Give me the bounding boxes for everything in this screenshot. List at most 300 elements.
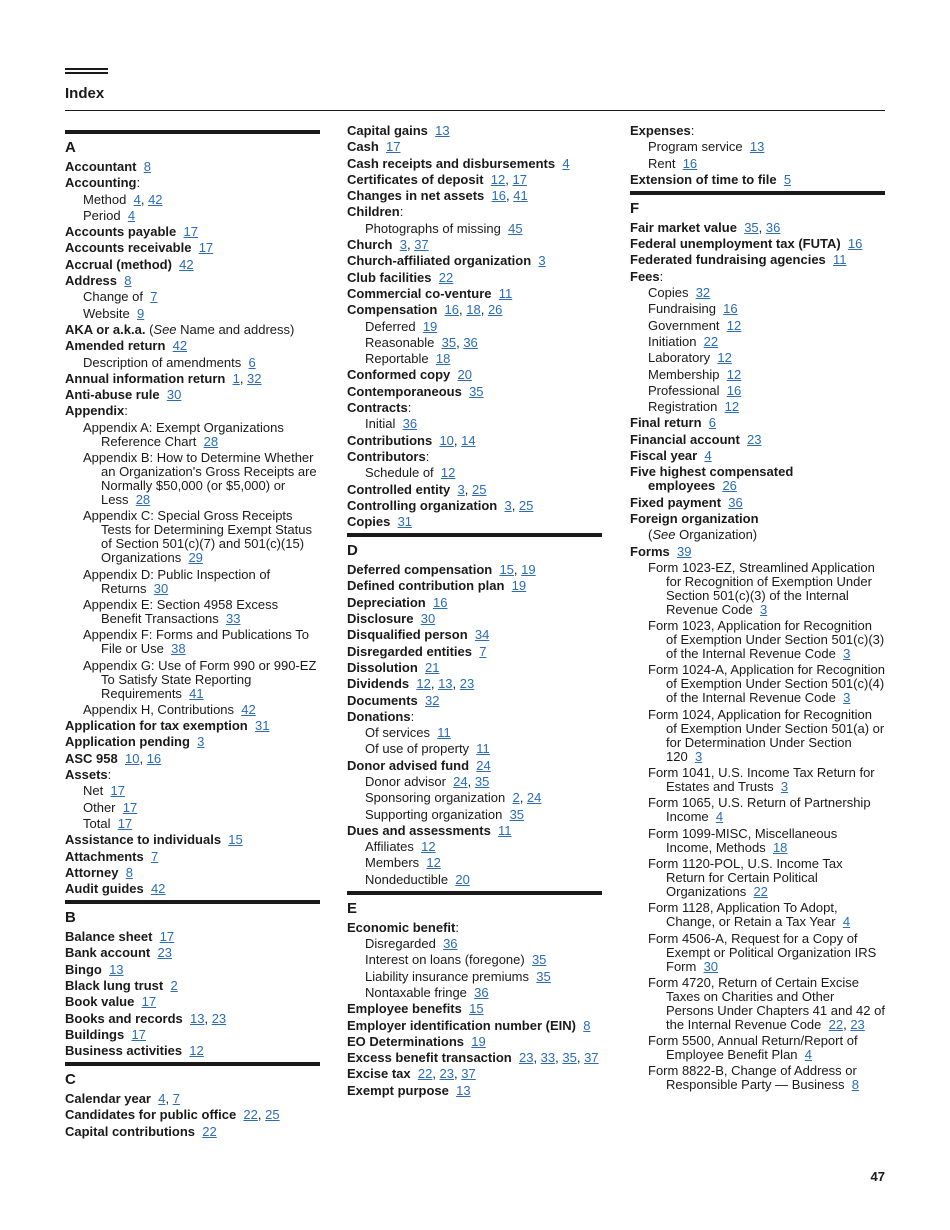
- page-refs: [151, 849, 158, 864]
- page-link[interactable]: 8: [583, 1017, 591, 1033]
- page-link[interactable]: 16: [847, 236, 863, 252]
- term-colon: :: [407, 400, 412, 416]
- page-link[interactable]: 22: [703, 333, 719, 349]
- index-entry: [65, 176, 320, 190]
- index-entry: [347, 483, 602, 497]
- page-link[interactable]: 16: [491, 188, 506, 204]
- page-link[interactable]: 10: [124, 750, 140, 766]
- index-entry: [65, 160, 320, 174]
- page-link[interactable]: 35: [469, 383, 484, 399]
- page-link[interactable]: 36: [402, 416, 418, 432]
- index-entry: [65, 882, 320, 896]
- index-subentry: [347, 953, 602, 967]
- page-refs: [512, 790, 541, 805]
- see-reference: See: [153, 321, 177, 337]
- page-ref-separator: ,: [511, 497, 519, 513]
- page-ref-separator: ,: [140, 191, 149, 207]
- page-link[interactable]: 2: [170, 977, 178, 993]
- page-refs: [386, 139, 400, 154]
- subentry-text: Total: [83, 815, 111, 831]
- page-link[interactable]: 18: [435, 351, 451, 367]
- page-link[interactable]: 30: [153, 580, 169, 596]
- index-term: Contemporaneous: [347, 383, 462, 399]
- page-link[interactable]: 13: [435, 123, 450, 138]
- page-link[interactable]: 2: [512, 790, 520, 806]
- index-term: Excise tax: [347, 1066, 411, 1082]
- index-entry: [347, 124, 602, 138]
- page-link[interactable]: 15: [469, 1001, 484, 1017]
- page-refs: [137, 306, 144, 321]
- page-link[interactable]: 22: [202, 1123, 217, 1139]
- page-link[interactable]: 7: [172, 1091, 180, 1107]
- page-link[interactable]: 22: [438, 269, 454, 285]
- page-link[interactable]: 16: [682, 155, 698, 171]
- page-link[interactable]: 25: [471, 481, 487, 497]
- page-refs: [425, 693, 439, 708]
- subentry-text: Form 1024, Application for Recognition of Exemption Under Section 501(a) or for Determination Under Section 120: [648, 706, 885, 764]
- page-link[interactable]: 30: [166, 387, 182, 403]
- page-ref-separator: ,: [239, 370, 248, 386]
- page-refs: [126, 865, 133, 880]
- index-term: Extension of time to file: [630, 171, 777, 187]
- page-link[interactable]: 12: [426, 855, 441, 871]
- page-refs: [124, 273, 131, 288]
- page-link[interactable]: 23: [211, 1010, 227, 1026]
- index-term: Fiscal year: [630, 448, 698, 464]
- term-colon: :: [107, 767, 112, 783]
- page-refs: [442, 335, 478, 350]
- page-link[interactable]: 8: [143, 159, 151, 174]
- page-link[interactable]: 4: [842, 914, 851, 930]
- page-link[interactable]: 28: [135, 492, 151, 508]
- page-link[interactable]: 3: [399, 237, 407, 253]
- index-subentry: [630, 400, 885, 414]
- page-link[interactable]: 3: [504, 497, 512, 513]
- page-link[interactable]: 35: [474, 773, 490, 789]
- page-link[interactable]: 14: [461, 432, 476, 448]
- page-link[interactable]: 13: [456, 1082, 471, 1098]
- page-refs: [833, 252, 847, 267]
- page-refs: [418, 1066, 476, 1081]
- page-link[interactable]: 30: [420, 611, 436, 627]
- page-link[interactable]: 13: [438, 676, 453, 692]
- page-link[interactable]: 34: [474, 627, 490, 643]
- subentry-text: Professional: [648, 382, 720, 398]
- page-refs: [233, 371, 262, 386]
- page-link[interactable]: 33: [226, 610, 241, 626]
- page-link[interactable]: 20: [455, 871, 470, 887]
- page-link[interactable]: 15: [499, 562, 514, 578]
- page-refs: [848, 236, 862, 251]
- page-link[interactable]: 25: [518, 497, 534, 513]
- page-link[interactable]: 23: [747, 431, 762, 447]
- page-link[interactable]: 11: [498, 285, 513, 301]
- page-ref-separator: ,: [204, 1010, 212, 1026]
- page-link[interactable]: 24: [453, 773, 468, 789]
- index-term: Application pending: [65, 734, 190, 750]
- index-term: Exempt purpose: [347, 1082, 449, 1098]
- page-refs: [479, 644, 486, 659]
- page-link[interactable]: 41: [513, 188, 528, 204]
- page-link[interactable]: 12: [726, 366, 742, 382]
- page-link[interactable]: 7: [479, 643, 487, 659]
- page-link[interactable]: 36: [474, 984, 489, 1000]
- index-term: Bank account: [65, 945, 151, 961]
- index-entry: [347, 759, 602, 773]
- page-link[interactable]: 23: [157, 945, 172, 961]
- index-entry: [347, 499, 602, 513]
- index-subentry: [65, 659, 320, 701]
- page-link[interactable]: 9: [136, 305, 145, 321]
- page-link[interactable]: 23: [518, 1050, 534, 1066]
- page-refs: [436, 351, 450, 366]
- page-link[interactable]: 22: [753, 883, 768, 899]
- page-link[interactable]: 3: [694, 748, 703, 764]
- page-refs: [433, 595, 447, 610]
- page-refs: [781, 779, 788, 794]
- page-link[interactable]: 3: [538, 253, 546, 269]
- index-entry: [347, 1019, 602, 1033]
- page-link[interactable]: 45: [508, 220, 523, 236]
- page-link[interactable]: 11: [437, 725, 451, 741]
- page-refs: [202, 1124, 216, 1139]
- page-refs: [469, 1001, 483, 1016]
- page-link[interactable]: 36: [443, 936, 458, 952]
- page-link[interactable]: 4: [158, 1091, 166, 1107]
- index-entry: [347, 303, 602, 317]
- index-term: Dissolution: [347, 659, 418, 675]
- index-entry: [65, 735, 320, 749]
- index-term: Commercial co-venture: [347, 285, 492, 301]
- subentry-text: Registration: [648, 399, 718, 415]
- page-link[interactable]: 4: [704, 448, 712, 464]
- page-link[interactable]: 10: [439, 432, 454, 448]
- page-link[interactable]: 19: [521, 562, 536, 578]
- page-refs: [421, 611, 435, 626]
- page-link[interactable]: 12: [717, 350, 732, 366]
- page-link[interactable]: 4: [804, 1047, 812, 1063]
- section-letter-d: D: [347, 533, 602, 561]
- page-link[interactable]: 7: [150, 848, 159, 864]
- page-link[interactable]: 12: [440, 465, 456, 481]
- page-refs: [727, 383, 741, 398]
- page-link[interactable]: 31: [254, 718, 270, 734]
- page-link[interactable]: 32: [425, 692, 440, 708]
- index-entry: [65, 768, 320, 782]
- page-ref-separator: ,: [480, 302, 488, 318]
- index-term: Assistance to individuals: [65, 832, 222, 848]
- page-link[interactable]: 42: [150, 881, 166, 897]
- page-link[interactable]: 13: [190, 1010, 205, 1026]
- page-link[interactable]: 8: [125, 864, 133, 880]
- index-term: Copies: [347, 514, 391, 530]
- page-refs: [423, 319, 437, 334]
- page-link[interactable]: 3: [457, 481, 465, 497]
- page-link[interactable]: 24: [526, 790, 542, 806]
- index-subentry: [65, 784, 320, 798]
- index-subentry: [630, 302, 885, 316]
- page-link[interactable]: 8: [124, 273, 132, 289]
- page-link[interactable]: 42: [148, 191, 163, 207]
- page-refs: [773, 840, 787, 855]
- page-refs: [151, 881, 165, 896]
- page-link[interactable]: 16: [726, 382, 742, 398]
- page-link[interactable]: 12: [421, 839, 436, 855]
- page-link[interactable]: 6: [248, 354, 256, 370]
- page-ref-separator: ,: [165, 1091, 173, 1107]
- index-entry: [630, 416, 885, 430]
- page-link[interactable]: 17: [386, 139, 401, 155]
- page-link[interactable]: 16: [444, 302, 459, 318]
- page-refs: [188, 550, 202, 565]
- page-link[interactable]: 11: [498, 822, 512, 838]
- page-link[interactable]: 42: [179, 256, 194, 272]
- page-refs: [197, 734, 204, 749]
- page-link[interactable]: 42: [241, 701, 256, 717]
- page-link[interactable]: 12: [416, 676, 431, 692]
- index-term: Contributors: [347, 448, 426, 464]
- page-link[interactable]: 23: [459, 676, 475, 692]
- page-refs: [144, 159, 151, 174]
- page-link[interactable]: 17: [122, 799, 138, 815]
- page-link[interactable]: 11: [833, 252, 847, 268]
- index-subentry: [630, 901, 885, 929]
- page-link[interactable]: 37: [414, 237, 429, 253]
- page-ref-separator: ,: [505, 171, 513, 187]
- page-link[interactable]: 28: [203, 433, 219, 449]
- page-link[interactable]: 32: [247, 370, 262, 386]
- index-entry: [65, 225, 320, 239]
- page-link[interactable]: 4: [133, 191, 141, 207]
- page-link[interactable]: 17: [198, 240, 214, 256]
- index-entry: [347, 173, 602, 187]
- page-link[interactable]: 22: [417, 1066, 433, 1082]
- page-link[interactable]: 12: [189, 1043, 204, 1059]
- index-entry: [347, 401, 602, 415]
- index-entry: [630, 237, 885, 251]
- page-link[interactable]: 42: [172, 338, 188, 354]
- subentry-text: Form 1128, Application To Adopt, Change, or Retain a Tax Year: [648, 900, 838, 930]
- index-subentry: [630, 1064, 885, 1092]
- subentry-text: Net: [83, 783, 104, 799]
- page-refs: [441, 465, 455, 480]
- index-term: Foreign organization: [630, 510, 759, 526]
- index-entry: [630, 173, 885, 187]
- page-refs: [760, 602, 767, 617]
- page-link[interactable]: 22: [243, 1107, 258, 1123]
- page-link[interactable]: 8: [851, 1077, 859, 1093]
- subentry-text: Period: [83, 207, 121, 223]
- page-link[interactable]: 36: [728, 494, 743, 510]
- page-ref-separator: ,: [505, 188, 514, 204]
- page-refs: [445, 302, 503, 317]
- index-entry: [65, 1125, 320, 1139]
- page-link[interactable]: 1: [232, 370, 240, 386]
- page-link[interactable]: 35: [531, 952, 547, 968]
- index-entry: [347, 1084, 602, 1098]
- page-link[interactable]: 22: [828, 1016, 844, 1032]
- page-refs: [439, 270, 453, 285]
- page-link[interactable]: 17: [159, 929, 175, 945]
- index-subentry: [65, 421, 320, 449]
- page-link[interactable]: 39: [676, 543, 692, 559]
- page-link[interactable]: 17: [141, 994, 157, 1010]
- page-refs: [189, 1043, 203, 1058]
- page-link[interactable]: 12: [724, 399, 740, 415]
- index-term: Anti-abuse rule: [65, 387, 160, 403]
- index-subentry: [630, 528, 885, 542]
- index-entry: [630, 433, 885, 447]
- page-link[interactable]: 26: [722, 478, 737, 494]
- page-link[interactable]: 21: [425, 659, 440, 675]
- page-refs: [725, 399, 739, 414]
- page-link[interactable]: 7: [150, 289, 158, 305]
- see-note-open: (: [149, 321, 154, 337]
- index-entry: [630, 253, 885, 267]
- page-refs: [154, 581, 168, 596]
- page-link[interactable]: 37: [584, 1050, 599, 1066]
- page-link[interactable]: 4: [715, 809, 724, 825]
- index-term: Disclosure: [347, 611, 414, 627]
- subentry-text: Nondeductible: [365, 871, 449, 887]
- page-link[interactable]: 36: [463, 334, 478, 350]
- page-link[interactable]: 13: [749, 139, 765, 155]
- page-link[interactable]: 4: [127, 207, 136, 223]
- index-subentry: [630, 140, 885, 154]
- index-entry: [347, 1051, 602, 1065]
- page-refs: [171, 641, 185, 656]
- page-refs: [709, 415, 716, 430]
- index-subentry: [65, 209, 320, 223]
- page-refs: [499, 562, 535, 577]
- subentry-text: Donor advisor: [365, 773, 446, 789]
- index-entry: [65, 1044, 320, 1058]
- page-link[interactable]: 24: [476, 757, 491, 773]
- page-link[interactable]: 17: [183, 224, 198, 240]
- page-refs: [492, 188, 528, 203]
- page-link[interactable]: 18: [466, 302, 481, 318]
- page-link[interactable]: 25: [265, 1107, 280, 1123]
- index-term: Dues and assessments: [347, 822, 491, 838]
- index-term: Disqualified person: [347, 627, 468, 643]
- page-link[interactable]: 12: [490, 171, 506, 187]
- page-link[interactable]: 13: [109, 961, 124, 977]
- page-link[interactable]: 23: [439, 1066, 455, 1082]
- page-link[interactable]: 17: [131, 1026, 146, 1042]
- index-entry: [347, 579, 602, 593]
- subentry-text: Laboratory: [648, 350, 711, 366]
- index-term: Excess benefit transaction: [347, 1050, 512, 1066]
- index-subentry: [630, 157, 885, 171]
- page-link[interactable]: 5: [783, 171, 792, 187]
- subentry-text: Copies: [648, 285, 689, 301]
- index-entry: [347, 271, 602, 285]
- page-link[interactable]: 37: [461, 1066, 476, 1082]
- page-ref-separator: ,: [576, 1050, 585, 1066]
- page-link[interactable]: 4: [562, 155, 570, 171]
- page-link[interactable]: 35: [562, 1050, 577, 1066]
- index-subentry: [630, 827, 885, 855]
- page-link[interactable]: 38: [171, 641, 186, 657]
- index-subentry: [65, 628, 320, 656]
- page-link[interactable]: 3: [759, 601, 768, 617]
- page-link[interactable]: 32: [695, 285, 711, 301]
- subentry-text: Interest on loans (foregone): [365, 952, 525, 968]
- page-link[interactable]: 19: [511, 578, 527, 594]
- page-link[interactable]: 17: [110, 783, 125, 799]
- subentry-text: Fundraising: [648, 301, 716, 317]
- page-link[interactable]: 3: [843, 690, 851, 706]
- page-refs: [562, 156, 569, 171]
- page-link[interactable]: 35: [509, 806, 525, 822]
- page-link[interactable]: 18: [772, 839, 788, 855]
- page-link[interactable]: 35: [441, 334, 457, 350]
- page-link[interactable]: 16: [432, 594, 448, 610]
- page-refs: [536, 969, 550, 984]
- page-link[interactable]: 41: [189, 685, 204, 701]
- page-refs: [727, 318, 741, 333]
- index-entry: [347, 157, 602, 171]
- page-refs: [458, 367, 472, 382]
- page-link[interactable]: 23: [850, 1016, 865, 1032]
- page-link[interactable]: 17: [512, 171, 527, 187]
- page-link[interactable]: 3: [197, 734, 205, 750]
- page-link[interactable]: 36: [765, 219, 781, 235]
- page-link[interactable]: 26: [487, 302, 503, 318]
- page-link[interactable]: 3: [780, 779, 789, 795]
- subentry-text: Reportable: [365, 351, 429, 367]
- page-refs: [421, 839, 435, 854]
- page-link[interactable]: 16: [146, 750, 162, 766]
- page-ref-separator: ,: [139, 750, 147, 766]
- page-link[interactable]: 17: [117, 815, 133, 831]
- index-term: Assets: [65, 767, 108, 783]
- page-link[interactable]: 12: [726, 317, 742, 333]
- page-link[interactable]: 16: [723, 301, 738, 317]
- page-refs: [255, 718, 269, 733]
- index-term: Employer identification number (EIN): [347, 1017, 576, 1033]
- page-refs: [716, 809, 723, 824]
- index-subentry: [630, 1034, 885, 1062]
- page-refs: [157, 945, 171, 960]
- index-term: Address: [65, 273, 118, 289]
- page-link[interactable]: 35: [536, 968, 551, 984]
- page-link[interactable]: 19: [422, 318, 438, 334]
- page-link[interactable]: 33: [540, 1050, 556, 1066]
- page-link[interactable]: 30: [703, 958, 719, 974]
- page-link[interactable]: 31: [397, 514, 413, 530]
- page-refs: [704, 448, 711, 463]
- page-refs: [228, 832, 242, 847]
- page-link[interactable]: 6: [708, 415, 716, 431]
- subentry-text: Government: [648, 317, 720, 333]
- index-term: Conformed copy: [347, 367, 451, 383]
- page-refs: [471, 1034, 485, 1049]
- index-subentry: [347, 840, 602, 854]
- page-link[interactable]: 15: [228, 832, 243, 848]
- index-entry: [347, 189, 602, 203]
- page-refs: [226, 611, 240, 626]
- subentry-text: Appendix E: Section 4958 Excess Benefit Transactions: [83, 596, 279, 626]
- page-link[interactable]: 20: [457, 367, 472, 383]
- index-term: Children: [347, 204, 400, 220]
- page-link[interactable]: 11: [476, 741, 490, 757]
- page-link[interactable]: 29: [188, 550, 203, 566]
- page-link[interactable]: 19: [471, 1033, 486, 1049]
- index-subentry: [630, 351, 885, 365]
- page-link[interactable]: 3: [843, 646, 851, 662]
- page-link[interactable]: 35: [744, 219, 759, 235]
